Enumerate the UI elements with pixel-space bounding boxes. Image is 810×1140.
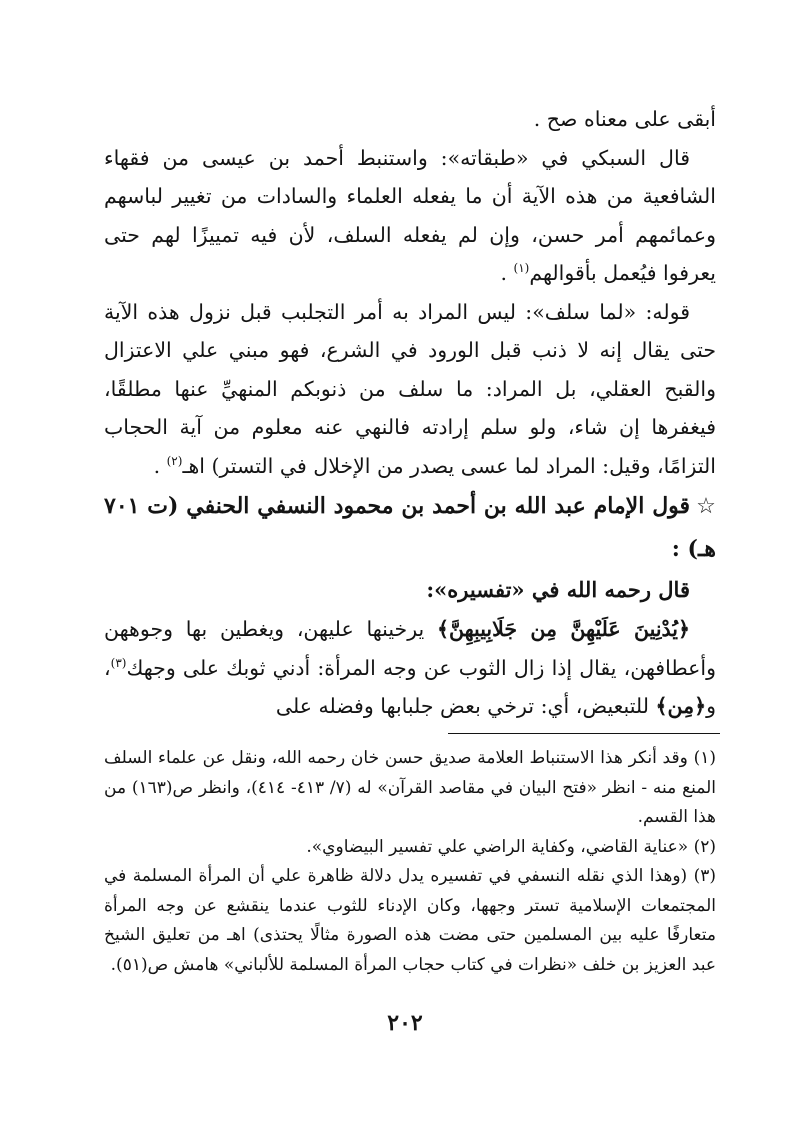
paragraph-salaf-text: قوله: «لما سلف»: ليس المراد به أمر التجلبب قبل نزول هذه الآية حتى يقال إنه لا ذنب قبل الورود في الشرع، فهو مبني علي الاعتزال والقبح العقلي، بل المراد: ما سلف من ذنوبكم المنهيِّ عنها مطلقًا، فيغفرها إن شاء، ولو سلم إرادته فالنهي عنه معلوم من آية الحجاب التزامًا، وقيل: المراد لما عسى يصدر من الإخلال في التستر) اهـ bbox=[104, 299, 716, 478]
footnote-1-label: (١) bbox=[687, 748, 716, 768]
sub-heading-text: قال رحمه الله في «تفسيره»: bbox=[426, 577, 690, 602]
footnote-2-text: «عناية القاضي، وكفاية الراضي علي تفسير البيضاوي». bbox=[306, 836, 689, 857]
paragraph-subki-end: . bbox=[500, 261, 514, 285]
quran-word: ﴿مِن﴾ bbox=[655, 694, 707, 718]
footnote-3 bbox=[104, 862, 716, 980]
paragraph-subki bbox=[104, 139, 716, 293]
footnote-1-text: وقد أنكر هذا الاستنباط العلامة صديق حسن خان رحمه الله، ونقل عن علماء السلف المنع منه - انظر «فتح البيان في مقاصد القرآن» له (٧/ ٤١٣- ٤١٤)، وانظر ص(١٦٣) من هذا القسم. bbox=[104, 748, 716, 827]
page-number: ٢٠٢ bbox=[387, 1010, 423, 1036]
sub-heading bbox=[104, 570, 716, 610]
paragraph-salaf-end: . bbox=[153, 453, 167, 478]
opening-line-text: أبقى على معناه صح . bbox=[533, 107, 716, 131]
footnote-ref-3[interactable]: (٣) bbox=[110, 655, 127, 670]
footnote-2 bbox=[104, 833, 716, 863]
footnote-3-label: (٣) bbox=[687, 866, 716, 886]
paragraph-tafsir bbox=[104, 610, 716, 726]
paragraph-salaf bbox=[104, 293, 716, 486]
footnote-divider bbox=[448, 733, 720, 734]
paragraph-tafsir-text-a: يرخينها عليهن، ويغطين بها وجوههن وأعطافهن، يقال إذا زال الثوب عن وجه المرأة: أدني ثوبك على وجهك bbox=[104, 617, 716, 680]
footnotes bbox=[104, 744, 716, 980]
section-heading bbox=[104, 485, 716, 570]
paragraph-tafsir-text-c: للتبعيض، أي: ترخي بعض جلبابها وفضله على bbox=[275, 694, 656, 718]
quran-quote: ﴿يُدْنِينَ عَلَيْهِنَّ مِن جَلَابِيبِهِنَّ﴾ bbox=[436, 617, 691, 641]
footnote-ref-2[interactable]: (٢) bbox=[166, 453, 183, 468]
footnote-2-label: (٢) bbox=[688, 836, 716, 857]
footnote-ref-1[interactable]: (١) bbox=[513, 261, 530, 276]
main-text bbox=[104, 100, 716, 726]
footnote-1 bbox=[104, 744, 716, 833]
opening-line bbox=[104, 100, 716, 139]
paragraph-subki-text: قال السبكي في «طبقاته»: واستنبط أحمد بن عيسى من فقهاء الشافعية من هذه الآية أن ما يفعله العلماء والسادات من تغيير لباسهم وعمائمهم أمر حسن، وإن لم يفعله السلف، لأن فيه تمييزًا لهم حتى يعرفوا فيُعمل بأقوالهم bbox=[104, 145, 716, 285]
footnote-3-text: (وهذا الذي نقله النسفي في تفسيره يدل دلالة ظاهرة علي أن المرأة المسلمة في المجتمعات الإسلامية تستر وجهها، وكان الإدناء للثوب عندما ينقشع عن وجه المرأة متعارفًا عليه بين المسلمين حتى مضت هذه الصورة مثالًا يحتذى) اهـ من تعليق الشيخ عبد العزيز بن خلف «نظرات في كتاب حجاب المرأة المسلمة للألباني» هامش ص(٥١). bbox=[104, 866, 716, 975]
paragraph-tafsir-text-b: ، و bbox=[104, 655, 716, 718]
star-icon: ☆ bbox=[696, 494, 716, 519]
section-heading-text: قول الإمام عبد الله بن أحمد بن محمود النسفي الحنفي (ت ٧٠١ هـ) : bbox=[104, 493, 716, 562]
